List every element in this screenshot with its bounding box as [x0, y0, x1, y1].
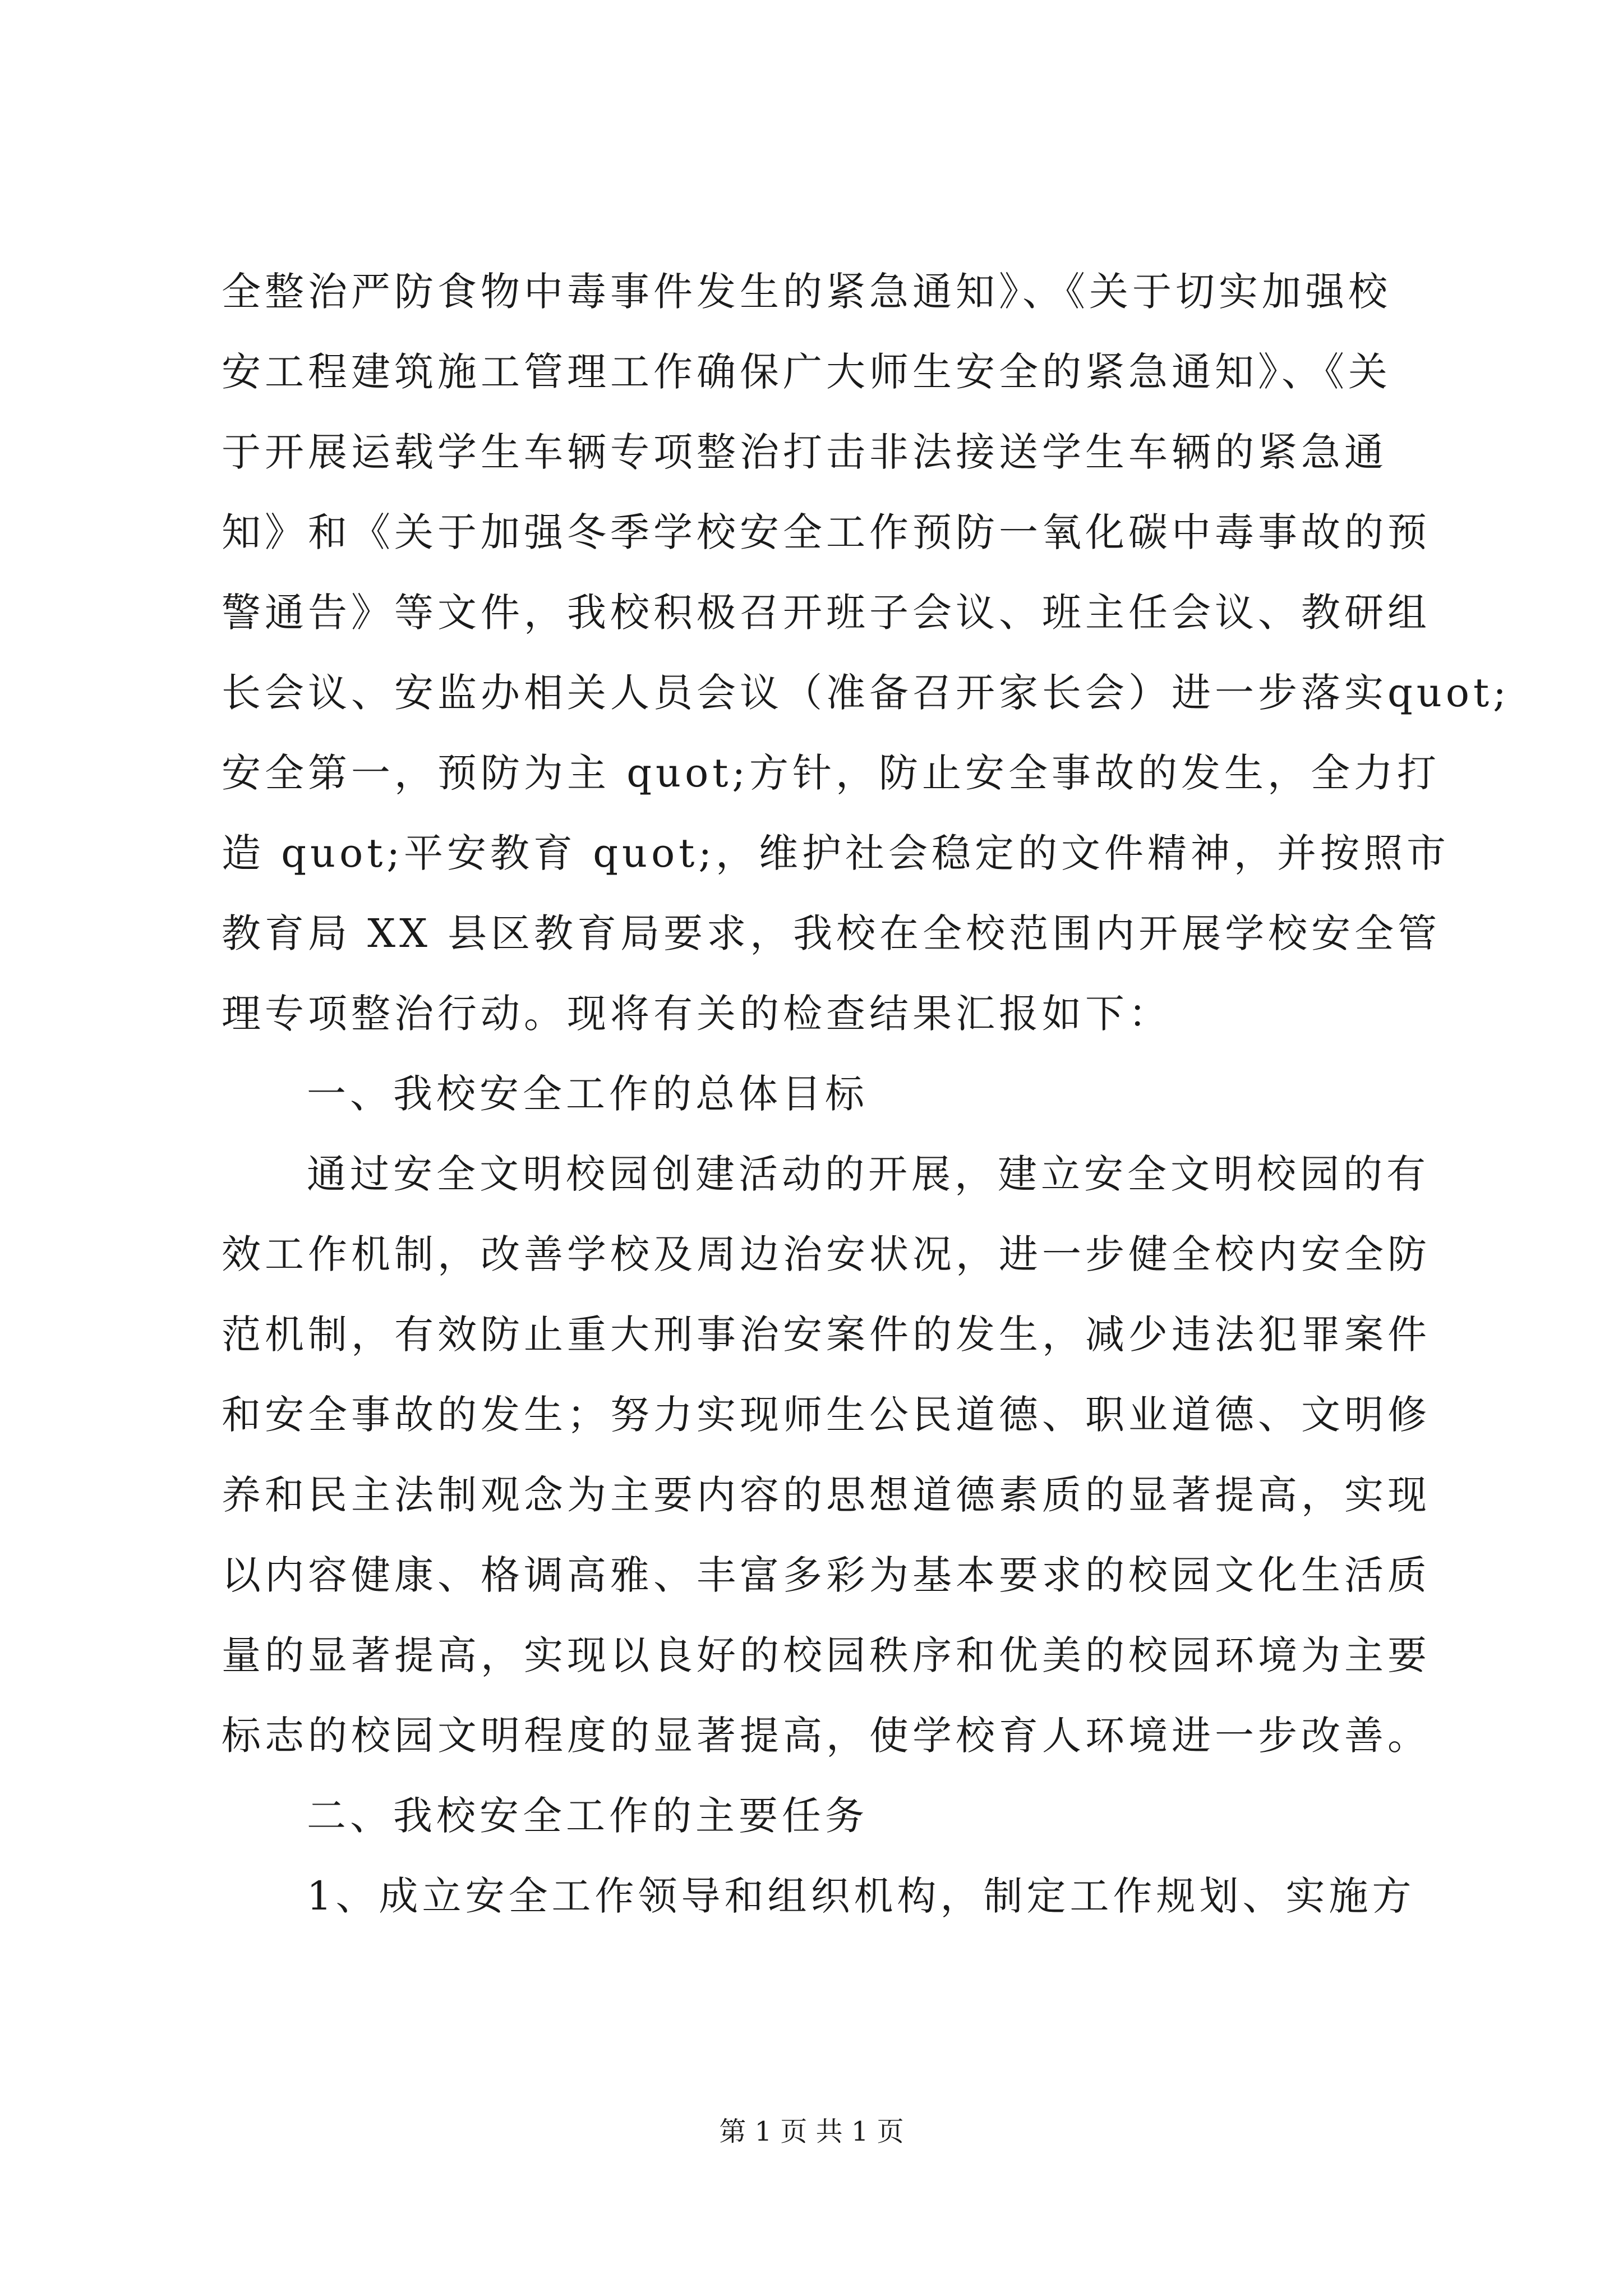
paragraph-line: 造 quot;平安教育 quot;，维护社会稳定的文件精神，并按照市	[222, 830, 1450, 876]
page-number-footer: 第 1 页 共 1 页	[719, 2116, 904, 2147]
paragraph-line: 安全第一，预防为主 quot;方针，防止安全事故的发生，全力打	[222, 750, 1440, 796]
paragraph-line: 知》和《关于加强冬季学校安全工作预防一氧化碳中毒事故的预	[222, 509, 1431, 555]
paragraph-line: 通过安全文明校园创建活动的开展，建立安全文明校园的有	[307, 1151, 1430, 1197]
paragraph-line: 和安全事故的发生；努力实现师生公民道德、职业道德、文明修	[222, 1392, 1431, 1438]
paragraph-line: 于开展运载学生车辆专项整治打击非法接送学生车辆的紧急通	[222, 429, 1387, 475]
section-heading: 二、我校安全工作的主要任务	[307, 1793, 868, 1839]
paragraph-line: 标志的校园文明程度的显著提高，使学校育人环境进一步改善。	[222, 1713, 1431, 1759]
paragraph-line: 理专项整治行动。现将有关的检查结果汇报如下：	[222, 991, 1172, 1037]
paragraph-line: 全整治严防食物中毒事件发生的紧急通知》、《关于切实加强校	[222, 269, 1391, 315]
paragraph-line: 长会议、安监办相关人员会议（准备召开家长会）进一步落实quot;	[222, 670, 1510, 716]
paragraph-line: 量的显著提高，实现以良好的校园秩序和优美的校园环境为主要	[222, 1632, 1431, 1678]
paragraph-line: 范机制，有效防止重大刑事治安案件的发生，减少违法犯罪案件	[222, 1312, 1431, 1358]
paragraph-line: 安工程建筑施工管理工作确保广大师生安全的紧急通知》、《关	[222, 349, 1391, 395]
paragraph-line: 警通告》等文件，我校积极召开班子会议、班主任会议、教研组	[222, 590, 1431, 636]
paragraph-line: 养和民主法制观念为主要内容的思想道德素质的显著提高，实现	[222, 1472, 1431, 1518]
paragraph-line: 以内容健康、格调高雅、丰富多彩为基本要求的校园文化生活质	[222, 1552, 1431, 1598]
section-heading: 一、我校安全工作的总体目标	[307, 1071, 868, 1117]
paragraph-line: 1、成立安全工作领导和组织机构，制定工作规划、实施方	[307, 1873, 1415, 1919]
paragraph-line: 效工作机制，改善学校及周边治安状况，进一步健全校内安全防	[222, 1231, 1431, 1277]
paragraph-line: 教育局 XX 县区教育局要求，我校在全校范围内开展学校安全管	[222, 910, 1441, 956]
